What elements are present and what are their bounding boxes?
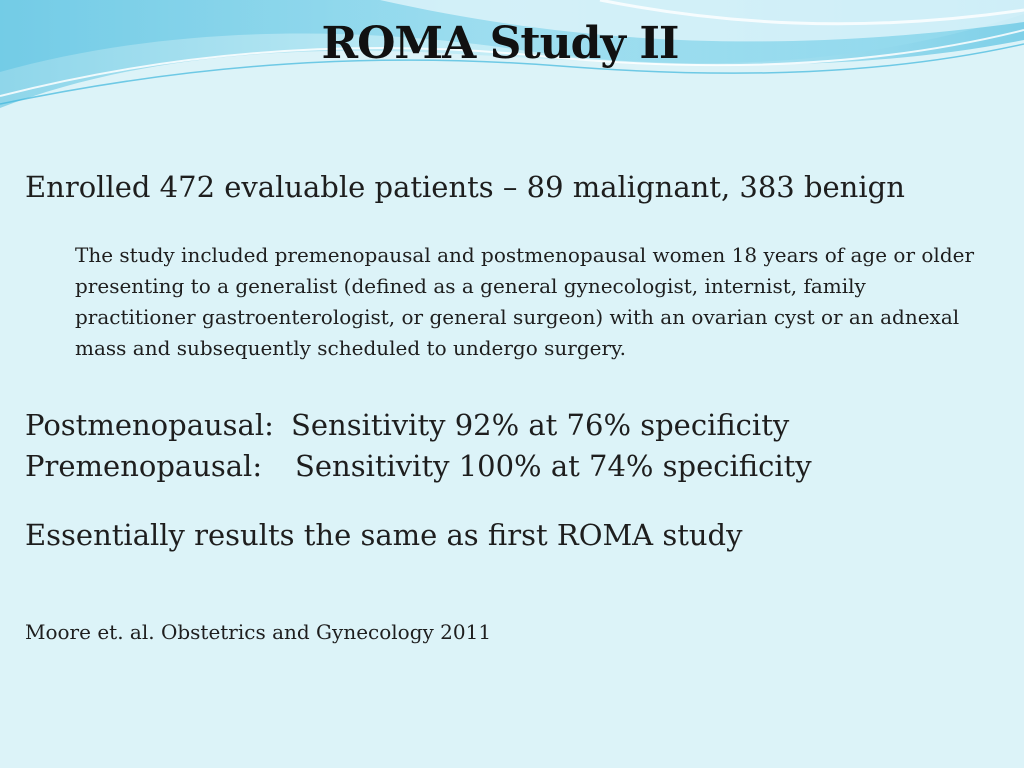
results-block <box>25 405 812 487</box>
study-population-description: The study included premenopausal and postmenopausal women 18 years of age or older presenting to a generalist (defined as a general gynecologist, internist, family practitioner gastroenterologist, or general surgeon) with an ovarian cyst or an adnexal mass and subsequently scheduled to undergo surgery. <box>75 243 975 360</box>
citation-text: Moore et. al. Obstetrics and Gynecology 2011 <box>25 620 492 644</box>
result-row-postmenopausal <box>25 405 812 446</box>
enrollment-summary: Enrolled 472 evaluable patients – 89 malignant, 383 benign <box>25 170 905 204</box>
result-label: Postmenopausal: <box>25 408 274 442</box>
slide-title: ROMA Study II <box>321 18 679 69</box>
result-label: Premenopausal: <box>25 449 263 483</box>
conclusion-text: Essentially results the same as first ROMA study <box>25 518 743 552</box>
result-value: Sensitivity 92% at 76% specificity <box>291 408 790 442</box>
result-row-premenopausal <box>25 446 812 487</box>
result-value: Sensitivity 100% at 74% specificity <box>295 449 812 483</box>
